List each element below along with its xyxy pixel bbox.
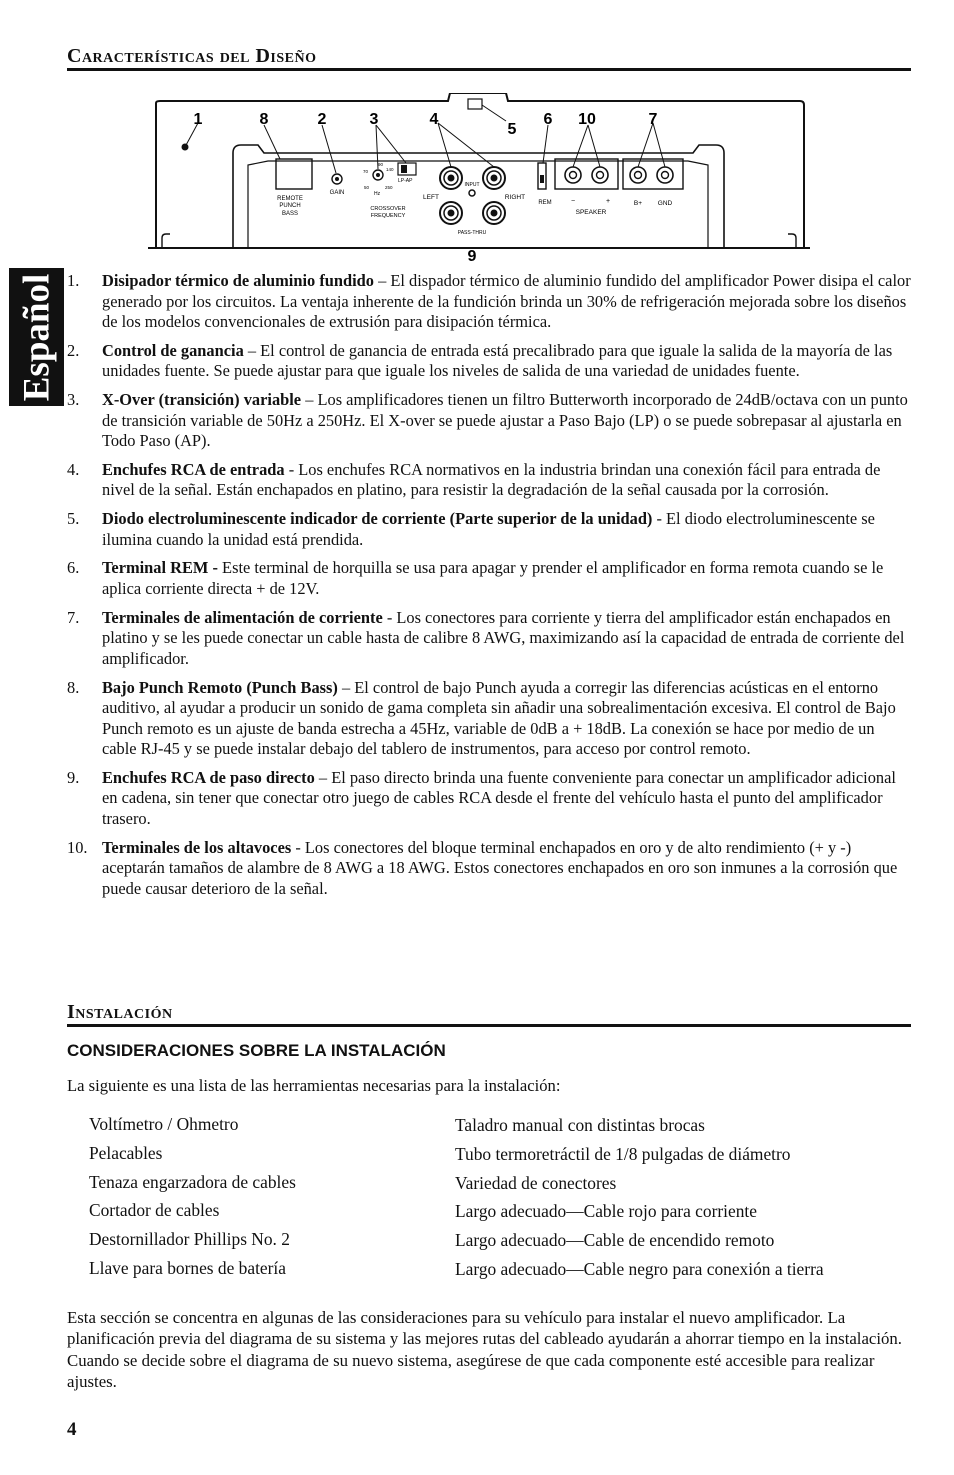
dial-mark-140: 140 [386,167,394,172]
tool-item: Largo adecuado—Cable negro para conexión a tierra [455,1258,824,1279]
label-frequency: FREQUENCY [370,213,406,219]
item-text: Este terminal de horquilla se usa para apagar y prender el amplificador en forma remota cuando se le aplica corriente directa + de 12V. [102,558,884,598]
tool-item: Voltímetro / Ohmetro [89,1114,239,1134]
label-bass: BASS [281,211,299,217]
label-speaker: SPEAKER [575,209,607,216]
feature-item-2 [67,341,912,382]
feature-item-3 [67,390,912,452]
label-input: INPUT [464,182,480,188]
language-side-tab [9,268,64,406]
tool-item: Llave para bornes de batería [89,1257,286,1278]
dial-mark-50: 50 [364,185,370,190]
subsection-title: CONSIDERACIONES SOBRE LA INSTALACIÓN [67,1041,446,1060]
dial-mark-70: 70 [363,169,369,174]
tool-item: Largo adecuado—Cable rojo para corriente [455,1201,757,1222]
label-punch: PUNCH [279,203,301,209]
item-number: 3. [67,390,80,410]
tool-item: Cortador de cables [89,1200,220,1221]
feature-item-6 [67,558,912,599]
section-title-design: Características del Diseño [67,45,911,71]
dial-mark-90: 90 [378,162,384,167]
feature-item-9 [67,768,912,830]
tool-item: Taladro manual con distintas brocas [455,1115,705,1135]
item-title: Bajo Punch Remoto (Punch Bass) [102,677,338,697]
tool-item: Destornillador Phillips No. 2 [89,1229,290,1250]
item-number: 2. [67,340,80,360]
item-text: - Los conectores para corriente y tierra del amplificador están enchapados en platino y se les puede conectar un cable hasta de calibre 8 AWG, maximizando así la capacidad de entrada de corriente del amplificador. [102,607,905,668]
tools-list-right [455,1111,824,1284]
callout-3: 3 [369,111,379,128]
label-hz: Hz [374,191,381,197]
item-number: 8. [67,677,80,697]
installation-paragraph: Esta sección se concentra en algunas de las consideraciones para su vehículo para instalar el nuevo amplificador. La planificación previa del diagrama de su sistema y las mejores rutas del cableado ayudarán a ahorrar tiempo en la instalación. Cuando se decide sobre el diagrama de su nuevo sistema, asegúrese de que cada componente esté accesible para realizar ajustes. [67,1308,902,1391]
feature-item-4 [67,460,912,501]
item-text: – El paso directo brinda una fuente conveniente para conectar un amplificador adicional en cadena, sin tener que conectar otro juego de cables RCA desde el frente del vehículo hasta el punto del amplificador trasero. [102,767,896,828]
item-text: – El dispador térmico de aluminio fundido del amplificador Power disipa el calor generado por los circuitos. La ventaja inherente de la fundición brinda un 30% de refrigeración mejorada sobre los diseños de los modelos convencionales de extrusión para disipación térmica. [102,271,911,331]
item-text: – El control de ganancia de entrada está precalibrado para que iguale la salida de la mayoría de las unidades fuente. Se puede ajustar para que iguale los niveles de salida de una variedad de unidades fuente. [102,340,893,381]
item-title: Diodo electroluminescente indicador de corriente (Parte superior de la unidad) [102,509,653,529]
item-text: – El control de bajo Punch ayuda a corregir las diferencias acústicas en el entorno auditivo, al ayudar a producir un sonido de gama completa sin añadir una sobrealimentación excesiva. El control de Bajo Punch remoto es un ajuste de banda estrecha a 45Hz, variable de 0dB a + 18dB. La conexión se hace por medio de un cable RJ-45 y se puede instalar debajo del tablero de instrumentos, para acceso por control remoto. [102,677,896,759]
feature-list [67,271,912,907]
item-title: Enchufes RCA de paso directo [102,767,315,787]
label-remote: REMOTE [277,196,303,202]
item-title: Terminales de alimentación de corriente [102,607,383,627]
feature-item-1 [67,271,912,333]
label-bplus: B+ [633,200,643,207]
item-number: 6. [67,558,80,578]
label-gnd: GND [657,200,673,207]
label-left: LEFT [423,194,439,201]
tool-item: Pelacables [89,1142,163,1163]
item-number: 10. [67,837,88,857]
section-title-installation: Instalación [67,1001,911,1027]
item-text: - El diodo electroluminescente se ilumina cuando la unidad está prendida. [102,509,875,549]
tool-item: Tenaza engarzadora de cables [89,1171,296,1192]
item-title: Enchufes RCA de entrada [102,459,285,479]
label-gain: GAIN [329,190,345,196]
feature-item-5 [67,509,912,550]
tools-list-left [89,1110,296,1283]
callout-1: 1 [193,111,203,128]
tools-intro: La siguiente es una lista de las herramientas necesarias para la instalación: [67,1076,561,1095]
tool-item: Largo adecuado—Cable de encendido remoto [455,1230,775,1251]
label-pass-thru: PASS-THRU [457,230,487,236]
callout-5: 5 [507,121,517,138]
feature-item-8 [67,678,912,760]
item-title: Terminales de los altavoces [102,837,292,857]
callout-8: 8 [259,111,269,128]
item-number: 7. [67,607,80,627]
item-number: 5. [67,509,80,529]
label-speaker-plus: + [605,198,611,205]
tool-item: Tubo termoretráctil de 1/8 pulgadas de diámetro [455,1143,791,1164]
item-number: 4. [67,459,80,479]
item-text: - Los enchufes RCA normativos en la industria brindan una conexión fácil para entrada de nivel de la señal. Están enchapados en platino, para resistir la degradación de la señal causada por la corrosión. [102,459,881,500]
item-title: X-Over (transición) variable [102,390,302,410]
label-rem: REM [538,200,552,206]
callout-9: 9 [467,248,477,265]
label-lp-ap: LP-AP [398,178,413,184]
callout-4: 4 [429,111,439,128]
tool-item: Variedad de conectores [455,1172,617,1193]
item-number: 1. [67,271,80,290]
item-text: – Los amplificadores tienen un filtro Butterworth incorporado de 24dB/octava con un punto de transición variable de 50Hz a 250Hz. El X-over se puede ajustar a Paso Bajo (LP) o se puede sobrepasar al ajustarla en Todo Paso (AP). [102,390,908,451]
dial-mark-250: 250 [385,185,393,190]
item-text: - Los conectores del bloque terminal enchapados en oro y de alto rendimiento (+ y -) aceptarán tamaños de alambre de 8 AWG a 18 AWG. Estos conectores enchapados en oro son inmunes a la corrosión que puede causar deterioro de la señal. [102,837,898,898]
label-speaker-minus: − [570,198,576,205]
page-number: 4 [67,1419,77,1440]
callout-10: 10 [578,111,596,128]
item-title: Control de ganancia [102,340,244,360]
label-crossover: CROSSOVER [370,206,406,212]
callout-7: 7 [648,111,658,128]
label-right: RIGHT [504,194,526,201]
item-title: Terminal REM - [102,558,218,578]
callout-6: 6 [543,111,553,128]
feature-item-10 [67,838,912,900]
item-title: Disipador térmico de aluminio fundido [102,271,374,290]
callout-2: 2 [317,111,327,128]
amplifier-panel-diagram [148,93,810,265]
feature-item-7 [67,608,912,670]
item-number: 9. [67,767,80,787]
side-tab-label: Español [16,273,58,401]
